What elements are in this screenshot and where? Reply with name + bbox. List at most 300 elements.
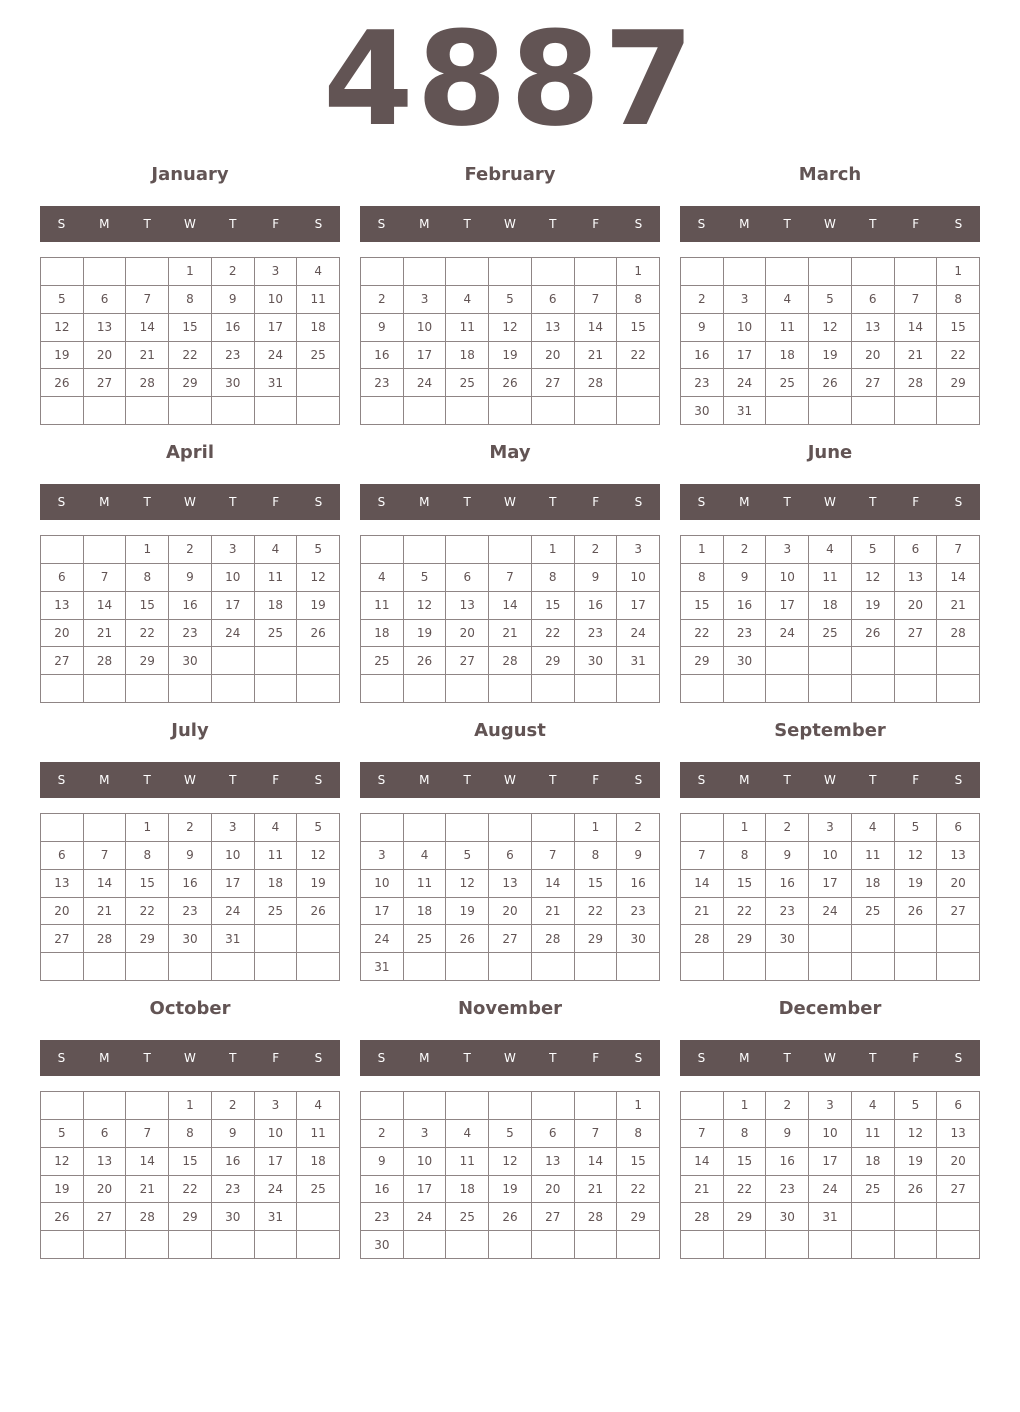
weekday-label: T xyxy=(143,773,151,787)
empty-day-cell xyxy=(169,1231,212,1259)
day-cell: 1 xyxy=(169,258,212,286)
day-cell: 29 xyxy=(724,925,767,953)
empty-day-cell xyxy=(489,1092,532,1120)
days-grid xyxy=(680,257,980,425)
day-cell: 30 xyxy=(724,647,767,675)
day-cell: 7 xyxy=(937,536,980,564)
day-cell: 20 xyxy=(532,1176,575,1204)
empty-day-cell xyxy=(126,258,169,286)
day-cell: 19 xyxy=(489,342,532,370)
day-cell: 7 xyxy=(532,842,575,870)
day-cell: 8 xyxy=(169,286,212,314)
day-cell: 19 xyxy=(297,592,340,620)
weekday-label: S xyxy=(697,1051,706,1065)
day-cell: 18 xyxy=(255,592,298,620)
day-cell: 25 xyxy=(852,898,895,926)
weekday-header xyxy=(680,762,980,798)
day-cell: 21 xyxy=(489,620,532,648)
day-cell: 16 xyxy=(766,1148,809,1176)
day-cell: 14 xyxy=(575,314,618,342)
day-cell: 11 xyxy=(297,1120,340,1148)
day-cell: 17 xyxy=(809,1148,852,1176)
weekday-label: F xyxy=(272,495,280,509)
weekday-label: T xyxy=(549,773,557,787)
day-cell: 29 xyxy=(681,647,724,675)
weekday-label: T xyxy=(143,1051,151,1065)
day-cell: 3 xyxy=(617,536,660,564)
day-cell: 20 xyxy=(852,342,895,370)
day-cell: 5 xyxy=(297,814,340,842)
empty-day-cell xyxy=(126,1092,169,1120)
day-cell: 1 xyxy=(126,536,169,564)
empty-day-cell xyxy=(852,953,895,981)
day-cell: 6 xyxy=(41,842,84,870)
day-cell: 27 xyxy=(41,647,84,675)
day-cell: 21 xyxy=(575,342,618,370)
weekday-label: S xyxy=(377,495,386,509)
day-cell: 15 xyxy=(532,592,575,620)
day-cell: 5 xyxy=(895,1092,938,1120)
weekday-label: W xyxy=(504,217,516,231)
empty-day-cell xyxy=(766,953,809,981)
empty-day-cell xyxy=(404,536,447,564)
day-cell: 1 xyxy=(617,1092,660,1120)
empty-day-cell xyxy=(404,1231,447,1259)
day-cell: 14 xyxy=(84,870,127,898)
day-cell: 23 xyxy=(617,898,660,926)
day-cell: 13 xyxy=(489,870,532,898)
day-cell: 6 xyxy=(895,536,938,564)
day-cell: 11 xyxy=(255,842,298,870)
empty-day-cell xyxy=(41,397,84,425)
day-cell: 20 xyxy=(84,342,127,370)
day-cell: 28 xyxy=(937,620,980,648)
month-march xyxy=(680,160,980,430)
day-cell: 7 xyxy=(126,286,169,314)
day-cell: 28 xyxy=(681,1203,724,1231)
weekday-label: S xyxy=(954,217,963,231)
day-cell: 29 xyxy=(126,647,169,675)
day-cell: 30 xyxy=(361,1231,404,1259)
day-cell: 5 xyxy=(852,536,895,564)
day-cell: 5 xyxy=(809,286,852,314)
weekday-label: S xyxy=(954,773,963,787)
day-cell: 22 xyxy=(724,898,767,926)
empty-day-cell xyxy=(297,1203,340,1231)
weekday-label: F xyxy=(272,1051,280,1065)
day-cell: 9 xyxy=(361,1148,404,1176)
empty-day-cell xyxy=(84,536,127,564)
empty-day-cell xyxy=(809,647,852,675)
weekday-label: S xyxy=(377,1051,386,1065)
weekday-label: F xyxy=(592,1051,600,1065)
day-cell: 2 xyxy=(681,286,724,314)
day-cell: 27 xyxy=(41,925,84,953)
day-cell: 27 xyxy=(84,1203,127,1231)
weekday-label: W xyxy=(824,773,836,787)
day-cell: 4 xyxy=(446,286,489,314)
weekday-label: S xyxy=(57,495,66,509)
empty-day-cell xyxy=(895,1231,938,1259)
weekday-label: F xyxy=(912,495,920,509)
empty-day-cell xyxy=(255,925,298,953)
day-cell: 9 xyxy=(212,1120,255,1148)
days-grid xyxy=(680,813,980,981)
weekday-label: T xyxy=(549,495,557,509)
day-cell: 18 xyxy=(297,1148,340,1176)
day-cell: 27 xyxy=(852,369,895,397)
day-cell: 21 xyxy=(532,898,575,926)
days-grid xyxy=(680,535,980,703)
day-cell: 19 xyxy=(404,620,447,648)
month-name: October xyxy=(149,998,231,1019)
day-cell: 7 xyxy=(575,1120,618,1148)
day-cell: 10 xyxy=(809,842,852,870)
empty-day-cell xyxy=(895,925,938,953)
month-january xyxy=(40,160,340,430)
day-cell: 7 xyxy=(895,286,938,314)
day-cell: 19 xyxy=(895,1148,938,1176)
day-cell: 8 xyxy=(575,842,618,870)
month-name: September xyxy=(774,720,886,741)
day-cell: 22 xyxy=(169,342,212,370)
day-cell: 14 xyxy=(126,314,169,342)
weekday-label: W xyxy=(184,773,196,787)
empty-day-cell xyxy=(489,953,532,981)
empty-day-cell xyxy=(575,1092,618,1120)
weekday-header xyxy=(40,762,340,798)
day-cell: 17 xyxy=(212,592,255,620)
day-cell: 2 xyxy=(617,814,660,842)
empty-day-cell xyxy=(809,675,852,703)
day-cell: 29 xyxy=(169,369,212,397)
weekday-label: W xyxy=(504,773,516,787)
day-cell: 29 xyxy=(532,647,575,675)
day-cell: 20 xyxy=(937,1148,980,1176)
empty-day-cell xyxy=(446,953,489,981)
day-cell: 3 xyxy=(766,536,809,564)
day-cell: 13 xyxy=(84,314,127,342)
weekday-label: M xyxy=(99,1051,110,1065)
day-cell: 11 xyxy=(446,314,489,342)
day-cell: 23 xyxy=(361,369,404,397)
day-cell: 25 xyxy=(297,342,340,370)
empty-day-cell xyxy=(575,258,618,286)
weekday-label: W xyxy=(504,495,516,509)
empty-day-cell xyxy=(681,1231,724,1259)
empty-day-cell xyxy=(84,397,127,425)
weekday-label: F xyxy=(592,217,600,231)
day-cell: 25 xyxy=(404,925,447,953)
day-cell: 18 xyxy=(446,342,489,370)
empty-day-cell xyxy=(617,675,660,703)
day-cell: 25 xyxy=(446,1203,489,1231)
empty-day-cell xyxy=(895,258,938,286)
weekday-label: T xyxy=(783,773,791,787)
day-cell: 5 xyxy=(489,1120,532,1148)
day-cell: 23 xyxy=(212,342,255,370)
empty-day-cell xyxy=(895,397,938,425)
weekday-label: F xyxy=(912,773,920,787)
weekday-header xyxy=(360,484,660,520)
weekday-label: T xyxy=(549,217,557,231)
day-cell: 5 xyxy=(446,842,489,870)
day-cell: 10 xyxy=(617,564,660,592)
empty-day-cell xyxy=(532,1092,575,1120)
day-cell: 31 xyxy=(212,925,255,953)
day-cell: 4 xyxy=(766,286,809,314)
day-cell: 21 xyxy=(126,1176,169,1204)
empty-day-cell xyxy=(255,675,298,703)
day-cell: 27 xyxy=(937,898,980,926)
month-name: March xyxy=(798,164,862,185)
day-cell: 15 xyxy=(937,314,980,342)
day-cell: 24 xyxy=(724,369,767,397)
day-cell: 19 xyxy=(446,898,489,926)
empty-day-cell xyxy=(84,1092,127,1120)
empty-day-cell xyxy=(937,647,980,675)
empty-day-cell xyxy=(404,397,447,425)
weekday-label: S xyxy=(954,1051,963,1065)
day-cell: 30 xyxy=(575,647,618,675)
day-cell: 26 xyxy=(809,369,852,397)
day-cell: 23 xyxy=(169,898,212,926)
empty-day-cell xyxy=(404,953,447,981)
empty-day-cell xyxy=(255,1231,298,1259)
weekday-label: M xyxy=(739,495,750,509)
day-cell: 18 xyxy=(809,592,852,620)
day-cell: 14 xyxy=(532,870,575,898)
day-cell: 13 xyxy=(532,1148,575,1176)
weekday-label: M xyxy=(419,1051,430,1065)
empty-day-cell xyxy=(724,258,767,286)
weekday-label: S xyxy=(57,217,66,231)
weekday-label: W xyxy=(184,217,196,231)
day-cell: 15 xyxy=(617,1148,660,1176)
day-cell: 29 xyxy=(937,369,980,397)
month-december xyxy=(680,994,980,1264)
empty-day-cell xyxy=(895,675,938,703)
weekday-label: T xyxy=(783,495,791,509)
day-cell: 27 xyxy=(489,925,532,953)
day-cell: 9 xyxy=(169,842,212,870)
day-cell: 15 xyxy=(169,1148,212,1176)
day-cell: 20 xyxy=(84,1176,127,1204)
day-cell: 24 xyxy=(617,620,660,648)
day-cell: 22 xyxy=(617,1176,660,1204)
day-cell: 26 xyxy=(895,898,938,926)
day-cell: 1 xyxy=(617,258,660,286)
empty-day-cell xyxy=(169,397,212,425)
empty-day-cell xyxy=(852,1203,895,1231)
day-cell: 15 xyxy=(617,314,660,342)
day-cell: 5 xyxy=(404,564,447,592)
day-cell: 14 xyxy=(681,1148,724,1176)
day-cell: 30 xyxy=(169,925,212,953)
day-cell: 7 xyxy=(489,564,532,592)
day-cell: 17 xyxy=(766,592,809,620)
day-cell: 1 xyxy=(126,814,169,842)
day-cell: 2 xyxy=(766,1092,809,1120)
day-cell: 26 xyxy=(895,1176,938,1204)
empty-day-cell xyxy=(41,814,84,842)
empty-day-cell xyxy=(532,258,575,286)
empty-day-cell xyxy=(297,647,340,675)
day-cell: 22 xyxy=(724,1176,767,1204)
day-cell: 10 xyxy=(404,1148,447,1176)
day-cell: 24 xyxy=(809,1176,852,1204)
day-cell: 14 xyxy=(84,592,127,620)
empty-day-cell xyxy=(41,675,84,703)
day-cell: 16 xyxy=(361,1176,404,1204)
day-cell: 5 xyxy=(297,536,340,564)
weekday-label: M xyxy=(419,773,430,787)
day-cell: 3 xyxy=(809,814,852,842)
month-november xyxy=(360,994,660,1264)
weekday-label: T xyxy=(869,773,877,787)
month-name: November xyxy=(457,998,563,1019)
day-cell: 12 xyxy=(404,592,447,620)
day-cell: 2 xyxy=(169,536,212,564)
empty-day-cell xyxy=(361,397,404,425)
weekday-header xyxy=(360,762,660,798)
weekday-label: T xyxy=(783,1051,791,1065)
empty-day-cell xyxy=(126,675,169,703)
day-cell: 1 xyxy=(681,536,724,564)
empty-day-cell xyxy=(766,647,809,675)
empty-day-cell xyxy=(489,397,532,425)
day-cell: 9 xyxy=(169,564,212,592)
weekday-label: T xyxy=(229,495,237,509)
day-cell: 6 xyxy=(41,564,84,592)
day-cell: 27 xyxy=(84,369,127,397)
day-cell: 19 xyxy=(895,870,938,898)
day-cell: 8 xyxy=(126,842,169,870)
days-grid xyxy=(680,1091,980,1259)
empty-day-cell xyxy=(84,953,127,981)
day-cell: 21 xyxy=(84,898,127,926)
empty-day-cell xyxy=(489,536,532,564)
empty-day-cell xyxy=(126,953,169,981)
day-cell: 17 xyxy=(255,314,298,342)
empty-day-cell xyxy=(297,925,340,953)
day-cell: 3 xyxy=(255,258,298,286)
day-cell: 25 xyxy=(297,1176,340,1204)
day-cell: 29 xyxy=(575,925,618,953)
month-september xyxy=(680,716,980,986)
weekday-label: T xyxy=(549,1051,557,1065)
day-cell: 10 xyxy=(809,1120,852,1148)
day-cell: 8 xyxy=(617,1120,660,1148)
day-cell: 9 xyxy=(212,286,255,314)
day-cell: 4 xyxy=(809,536,852,564)
month-may xyxy=(360,438,660,708)
day-cell: 30 xyxy=(212,369,255,397)
day-cell: 25 xyxy=(766,369,809,397)
weekday-header xyxy=(360,1040,660,1076)
day-cell: 8 xyxy=(532,564,575,592)
weekday-label: T xyxy=(869,495,877,509)
day-cell: 23 xyxy=(212,1176,255,1204)
empty-day-cell xyxy=(361,1092,404,1120)
day-cell: 9 xyxy=(681,314,724,342)
weekday-label: T xyxy=(463,495,471,509)
day-cell: 13 xyxy=(937,1120,980,1148)
day-cell: 11 xyxy=(446,1148,489,1176)
weekday-header xyxy=(680,1040,980,1076)
day-cell: 12 xyxy=(852,564,895,592)
day-cell: 10 xyxy=(212,564,255,592)
day-cell: 17 xyxy=(404,1176,447,1204)
day-cell: 18 xyxy=(404,898,447,926)
day-cell: 18 xyxy=(361,620,404,648)
empty-day-cell xyxy=(852,675,895,703)
day-cell: 2 xyxy=(169,814,212,842)
weekday-label: S xyxy=(57,773,66,787)
day-cell: 18 xyxy=(766,342,809,370)
day-cell: 7 xyxy=(681,1120,724,1148)
day-cell: 28 xyxy=(532,925,575,953)
weekday-label: T xyxy=(463,773,471,787)
day-cell: 8 xyxy=(724,842,767,870)
day-cell: 4 xyxy=(446,1120,489,1148)
day-cell: 12 xyxy=(297,564,340,592)
day-cell: 4 xyxy=(297,258,340,286)
day-cell: 21 xyxy=(681,1176,724,1204)
day-cell: 17 xyxy=(361,898,404,926)
day-cell: 6 xyxy=(937,814,980,842)
day-cell: 12 xyxy=(895,1120,938,1148)
day-cell: 11 xyxy=(255,564,298,592)
day-cell: 29 xyxy=(126,925,169,953)
empty-day-cell xyxy=(489,258,532,286)
day-cell: 23 xyxy=(724,620,767,648)
day-cell: 24 xyxy=(809,898,852,926)
day-cell: 2 xyxy=(575,536,618,564)
empty-day-cell xyxy=(404,814,447,842)
day-cell: 1 xyxy=(532,536,575,564)
empty-day-cell xyxy=(681,953,724,981)
day-cell: 30 xyxy=(766,925,809,953)
day-cell: 24 xyxy=(404,369,447,397)
empty-day-cell xyxy=(126,1231,169,1259)
day-cell: 1 xyxy=(724,1092,767,1120)
empty-day-cell xyxy=(297,1231,340,1259)
day-cell: 16 xyxy=(361,342,404,370)
empty-day-cell xyxy=(255,647,298,675)
day-cell: 14 xyxy=(681,870,724,898)
month-name: July xyxy=(171,720,209,741)
empty-day-cell xyxy=(766,397,809,425)
day-cell: 4 xyxy=(852,1092,895,1120)
weekday-label: S xyxy=(377,773,386,787)
day-cell: 24 xyxy=(212,620,255,648)
day-cell: 9 xyxy=(766,1120,809,1148)
day-cell: 22 xyxy=(169,1176,212,1204)
empty-day-cell xyxy=(724,953,767,981)
day-cell: 26 xyxy=(489,369,532,397)
day-cell: 23 xyxy=(766,898,809,926)
empty-day-cell xyxy=(361,675,404,703)
empty-day-cell xyxy=(575,675,618,703)
day-cell: 6 xyxy=(852,286,895,314)
day-cell: 6 xyxy=(84,1120,127,1148)
day-cell: 12 xyxy=(297,842,340,870)
day-cell: 24 xyxy=(255,342,298,370)
day-cell: 17 xyxy=(809,870,852,898)
empty-day-cell xyxy=(809,953,852,981)
day-cell: 11 xyxy=(361,592,404,620)
